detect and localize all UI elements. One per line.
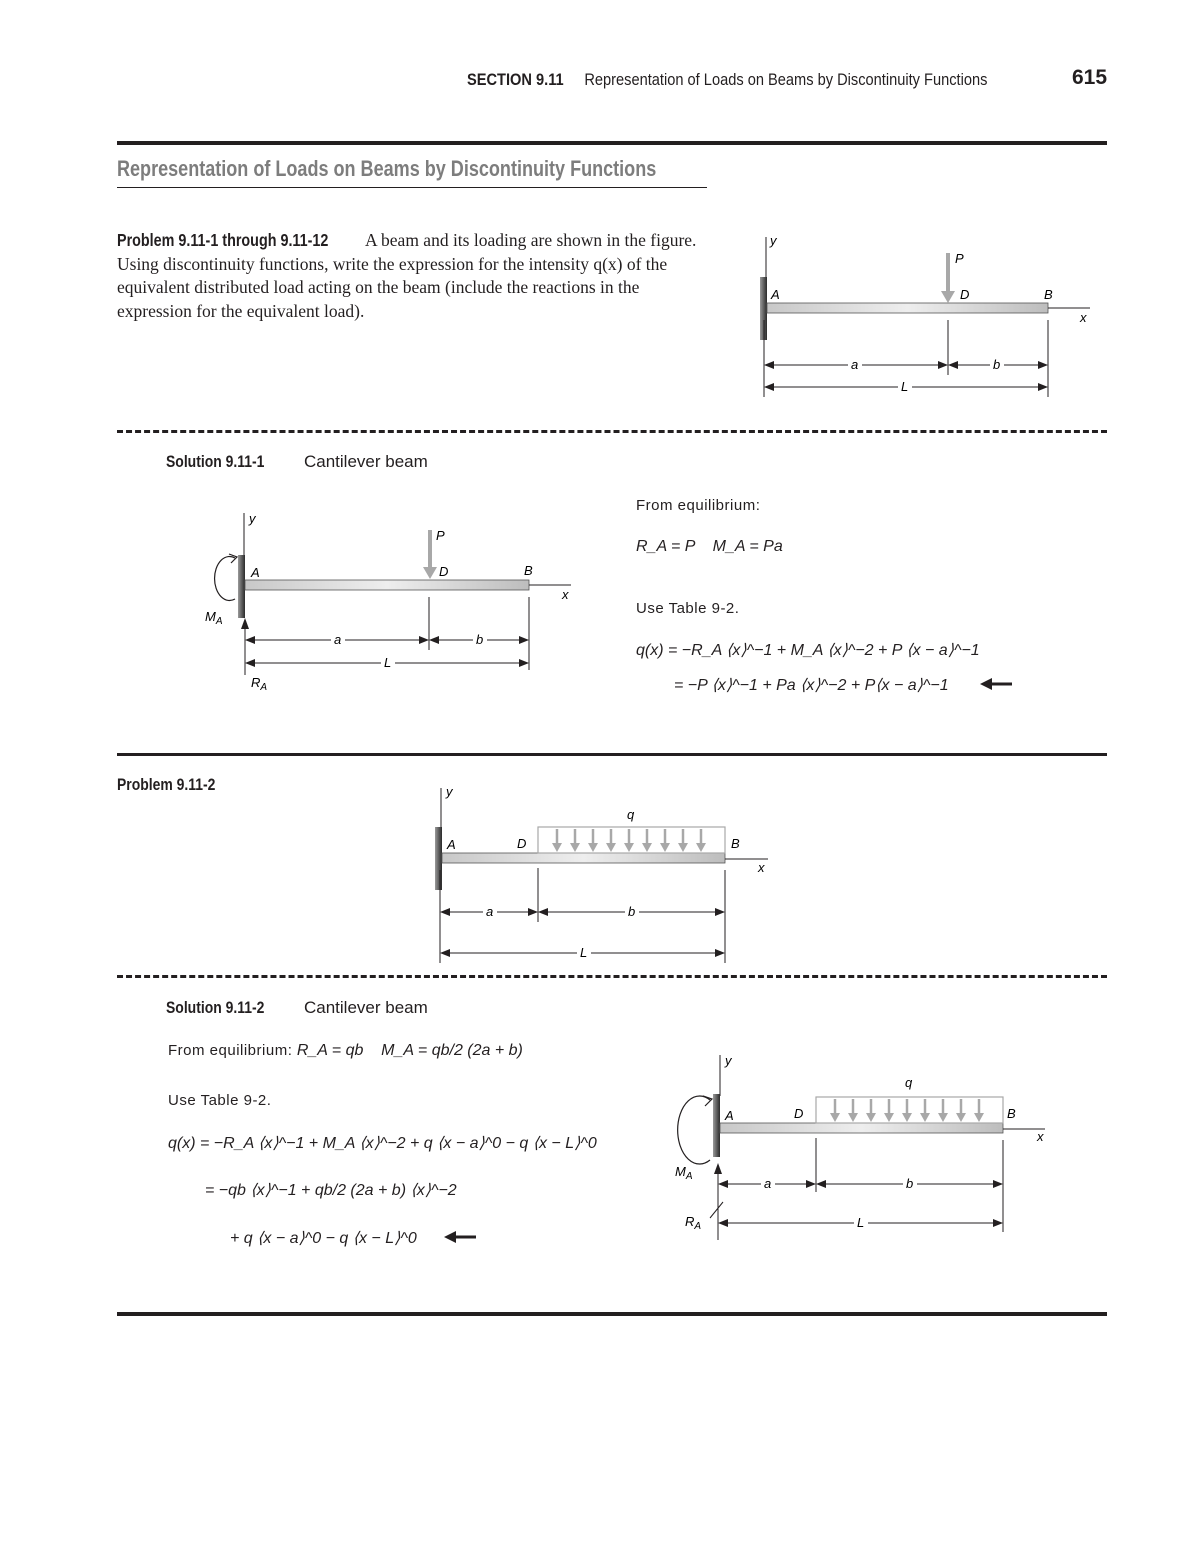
reaction-ra-slash [710, 1202, 723, 1218]
y-label: y [770, 233, 777, 248]
reactions-text: R_A = P M_A = Pa [636, 538, 783, 555]
point-b-label: B [1007, 1106, 1016, 1121]
point-a-label: A [251, 565, 260, 580]
dashed-separator-1 [117, 430, 1107, 433]
point-d-label: D [794, 1106, 804, 1121]
point-b-label: B [524, 563, 533, 578]
moment-ma-arrowhead [229, 554, 237, 563]
section-title: Representation of Loads on Beams by Discontinuity Functions [584, 70, 988, 89]
solution-1-label: Solution 9.11-1 [166, 452, 265, 471]
figure-solution-2 [655, 1050, 1055, 1245]
problem-intro-label: Problem 9.11-1 through 9.11-12 [117, 230, 329, 250]
load-p-label: P [955, 251, 964, 266]
solution-1-eq1: q(x) = −R_A ⟨x⟩^−1 + M_A ⟨x⟩^−2 + P ⟨x − a⟩^−1 [636, 642, 980, 659]
load-q-label: q [905, 1075, 913, 1090]
moment-ma-subscript: A [685, 1171, 693, 1182]
distributed-load-box [538, 827, 725, 853]
top-rule [117, 141, 1107, 145]
figure-problem-2 [420, 780, 780, 965]
section-heading-underline [117, 187, 707, 188]
fixed-support [713, 1094, 720, 1157]
moment-ma-arrowhead [703, 1096, 712, 1106]
solution-2-equilibrium-label: From equilibrium: [168, 1042, 293, 1059]
reaction-ra-symbol: R [685, 1214, 695, 1229]
beam [245, 580, 529, 590]
solution-2-eq2: = −qb ⟨x⟩^−1 + qb/2 (2a + b) ⟨x⟩^−2 [205, 1182, 457, 1199]
point-a-label: A [447, 837, 456, 852]
solution-1-use-table: Use Table 9-2. [636, 600, 740, 617]
moment-ma-symbol: M [205, 609, 216, 624]
x-label: x [1080, 310, 1087, 325]
running-header [467, 70, 987, 90]
moment-ma-label [675, 1164, 693, 1182]
beam [720, 1123, 1003, 1133]
solution-1-equilibrium-label: From equilibrium: [636, 497, 761, 514]
load-p-arrowhead [941, 291, 955, 303]
solution-2-label: Solution 9.11-2 [166, 998, 265, 1017]
distributed-load-box [816, 1097, 1003, 1123]
dim-b-label: b [993, 357, 1001, 372]
solution-2-heading [166, 998, 428, 1018]
load-q-label: q [627, 807, 635, 822]
point-a-label: A [771, 287, 780, 302]
point-b-label: B [1044, 287, 1053, 302]
x-label: x [758, 860, 765, 875]
point-a-label: A [725, 1108, 734, 1123]
point-d-label: D [517, 836, 527, 851]
dim-l-label: L [901, 379, 909, 394]
solution-2-reactions: R_A = qb M_A = qb/2 (2a + b) [296, 1042, 523, 1059]
reaction-ra-arrowhead [714, 1163, 722, 1174]
solution-2-eq3: + q ⟨x − a⟩^0 − q ⟨x − L⟩^0 [230, 1230, 417, 1247]
solution-2-equilibrium [168, 1042, 523, 1060]
reaction-ra-label [685, 1214, 701, 1232]
reaction-ra-label [251, 675, 267, 693]
moment-ma-arc [678, 1096, 710, 1164]
dim-a-label: a [486, 904, 494, 919]
solution-1-reactions [636, 538, 783, 556]
dim-l-label: L [857, 1215, 865, 1230]
reaction-ra-symbol: R [251, 675, 261, 690]
point-b-label: B [731, 836, 740, 851]
figure-problem-beam [740, 225, 1110, 405]
point-d-label: D [439, 564, 449, 579]
separator-rule-2 [117, 753, 1107, 756]
solution-1-heading [166, 452, 428, 472]
moment-ma-symbol: M [675, 1164, 686, 1179]
moment-ma-subscript: A [215, 616, 223, 627]
dim-l-label: L [580, 945, 588, 960]
x-label: x [1037, 1129, 1044, 1144]
reaction-ra-subscript: A [260, 682, 268, 693]
x-label: x [562, 587, 569, 602]
dim-a-label: a [764, 1176, 772, 1191]
result-arrow-2 [444, 1229, 478, 1245]
y-label: y [446, 784, 453, 799]
dim-a-label: a [851, 357, 859, 372]
dim-b-label: b [906, 1176, 914, 1191]
dim-a-label: a [334, 632, 342, 647]
problem-intro-text: A beam and its loading are shown in the figure. Using discontinuity functions, write the expression for the intensity q(x) of the equivalent distributed load acting on the beam (include the reactions in the expression for the equivalent load). [117, 230, 697, 321]
beam [442, 853, 725, 863]
page-number: 615 [1072, 66, 1108, 89]
solution-1-eq2-text: = −P ⟨x⟩^−1 + Pa ⟨x⟩^−2 + P⟨x − a⟩^−1 [674, 677, 949, 694]
point-d-label: D [960, 287, 970, 302]
reaction-ra-arrowhead [241, 618, 249, 629]
solution-1-eq2 [674, 675, 949, 695]
dim-b-label: b [476, 632, 484, 647]
y-label: y [249, 511, 256, 526]
section-heading: Representation of Loads on Beams by Discontinuity Functions [117, 156, 657, 181]
fixed-support [435, 827, 442, 890]
distributed-load-arrows [830, 1099, 984, 1122]
result-arrow-1 [980, 676, 1014, 692]
dashed-separator-2 [117, 975, 1107, 978]
distributed-load-arrows [552, 829, 706, 852]
solution-1-title: Cantilever beam [303, 452, 428, 471]
figure-solution-1 [195, 505, 595, 700]
solution-2-use-table: Use Table 9-2. [168, 1092, 272, 1109]
reaction-ra-subscript: A [694, 1221, 702, 1232]
solution-2-title: Cantilever beam [303, 998, 428, 1017]
beam [767, 303, 1048, 313]
problem-2-label: Problem 9.11-2 [117, 775, 216, 794]
section-label: SECTION 9.11 [467, 70, 564, 89]
y-label: y [725, 1053, 732, 1068]
bottom-rule [117, 1312, 1107, 1316]
fixed-support [238, 555, 245, 618]
moment-ma-label [205, 609, 223, 627]
solution-2-eq1: q(x) = −R_A ⟨x⟩^−1 + M_A ⟨x⟩^−2 + q ⟨x − a⟩^0 − q ⟨x − L⟩^0 [168, 1135, 597, 1152]
load-p-arrowhead [423, 567, 437, 579]
moment-ma-arc [215, 557, 235, 601]
dim-l-label: L [384, 655, 392, 670]
problem-intro [117, 229, 697, 323]
dim-b-label: b [628, 904, 636, 919]
load-p-label: P [436, 528, 445, 543]
